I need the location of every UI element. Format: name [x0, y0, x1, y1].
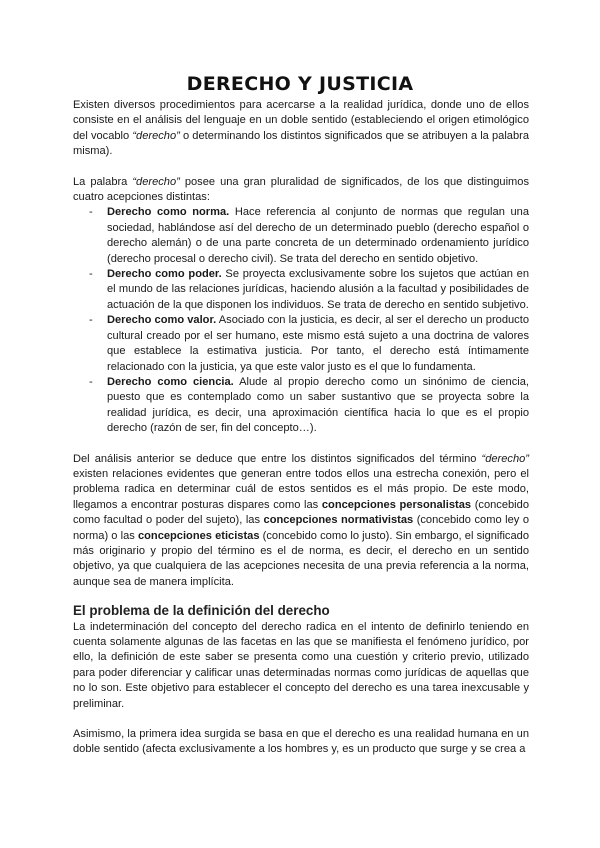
section-paragraph-2: Asimismo, la primera idea surgida se basa en que el derecho es una realidad humana en un doble sentido (afecta exclusivamente a los hombres y, es un producto que surge y se crea a: [73, 728, 529, 756]
definition-term: Derecho como valor.: [107, 314, 217, 327]
bullet-dash: -: [89, 268, 93, 281]
definition-item: [73, 205, 529, 267]
bullet-dash: -: [89, 375, 93, 388]
concept-normativistas: concepciones normativistas: [263, 514, 414, 527]
spacer: [73, 712, 529, 727]
definition-item: [73, 375, 529, 437]
analysis-paragraph: [73, 452, 529, 591]
concept-eticistas: concepciones eticistas: [137, 529, 260, 542]
analysis-text: Del análisis anterior se deduce que entre los distintos significados del término: [73, 452, 482, 465]
concept-personalistas: concepciones personalistas: [321, 498, 472, 511]
intro-text: La palabra: [73, 175, 133, 188]
document-body: [73, 98, 529, 758]
intro-term: “derecho”: [132, 129, 180, 142]
definition-text: Se proyecta exclusivamente sobre los sujetos que actúan en el mundo de las relaciones jurídicas, haciendo alusión a la facultad y posibilidades de actuación de la que disponen los individuos. Se trata de derecho en sentido subjetivo.: [107, 268, 529, 311]
definition-term: Derecho como poder.: [107, 268, 222, 281]
spacer: [73, 437, 529, 452]
intro-text: o determinando los distintos significados que se atribuyen a la palabra misma).: [73, 129, 529, 158]
intro-term: “derecho”: [132, 175, 180, 188]
analysis-text: (concebido como ley o norma) o las: [73, 514, 529, 542]
definition-text: Hace referencia al conjunto de normas que regulan una sociedad, hablándose así del derecho de un determinado pueblo (derecho español o derecho alemán) o de una parte concreta de un determinado ordenamiento jurídico (derecho procesal o derecho civil). Se trata del derecho en sentido objetivo.: [107, 206, 529, 265]
analysis-text: (concebido como lo justo). Sin embargo, el significado más originario y propio del término es el de norma, es decir, el derecho en un sentido objetivo, ya que cualquiera de las acepciones necesita de una previa referencia a la norma, aunque sea de manera implícita.: [73, 529, 529, 588]
analysis-text: existen relaciones evidentes que generan entre todos ellos una estrecha conexión, pero el problema radica en determinar cuál de estos sentidos es el más propio. De este modo, llegamos a encontrar posturas dispares como las: [73, 467, 529, 511]
definition-text: Asociado con la justicia, es decir, al ser el derecho un producto cultural creado por el ser humano, este mismo está sujeto a una doctrina de valores que establece la estimativa justicia. Por tanto, el derecho está íntimamente relacionado con la justicia, ya que este valor justo es el que lo fundamenta.: [107, 314, 529, 373]
definition-term: Derecho como norma.: [107, 206, 230, 219]
spacer: [73, 160, 529, 175]
bullet-dash: -: [89, 314, 93, 327]
intro-text: Existen diversos procedimientos para acercarse a la realidad jurídica, donde uno de ellos consiste en el análisis del lenguaje en un doble sentido (estableciendo el origen etimológico del vocablo: [73, 99, 529, 142]
section-paragraph-1: La indeterminación del concepto del derecho radica en el intento de definirlo teniendo en cuenta solamente algunas de las facetas en las que se manifiesta el fenómeno jurídico, por ello, la definición de este saber se presenta como una cuestión y criterio previo, utilizado para poder diferenciar y calificar unas determinadas normas como jurídicas de aquellas que no lo son. Este objetivo para establecer el concepto del derecho es una tarea inexcusable y preliminar.: [73, 620, 529, 710]
intro-paragraph-2: [73, 175, 529, 206]
section-heading: El problema de la definición del derecho: [73, 603, 330, 619]
definition-item: [73, 267, 529, 313]
definition-item: [73, 313, 529, 375]
page-title: DERECHO Y JUSTICIA: [186, 73, 414, 95]
intro-paragraph-1: [73, 98, 529, 160]
definition-term: Derecho como ciencia.: [107, 375, 234, 388]
intro-text: posee una gran pluralidad de significados, de los que distinguimos cuatro acepciones distintas:: [73, 175, 529, 204]
analysis-text: (concebido como facultad o poder del sujeto), las: [73, 498, 529, 527]
definition-text: Alude al propio derecho como un sinónimo de ciencia, puesto que es contemplado como un saber sustantivo que se proyecta sobre la realidad jurídica, es decir, una aproximación científica hacia lo que es el propio derecho (razón de ser, fin del concepto…).: [107, 375, 529, 435]
definitions-list: [73, 205, 529, 436]
bullet-dash: -: [89, 206, 93, 219]
analysis-term: “derecho”: [481, 452, 529, 465]
